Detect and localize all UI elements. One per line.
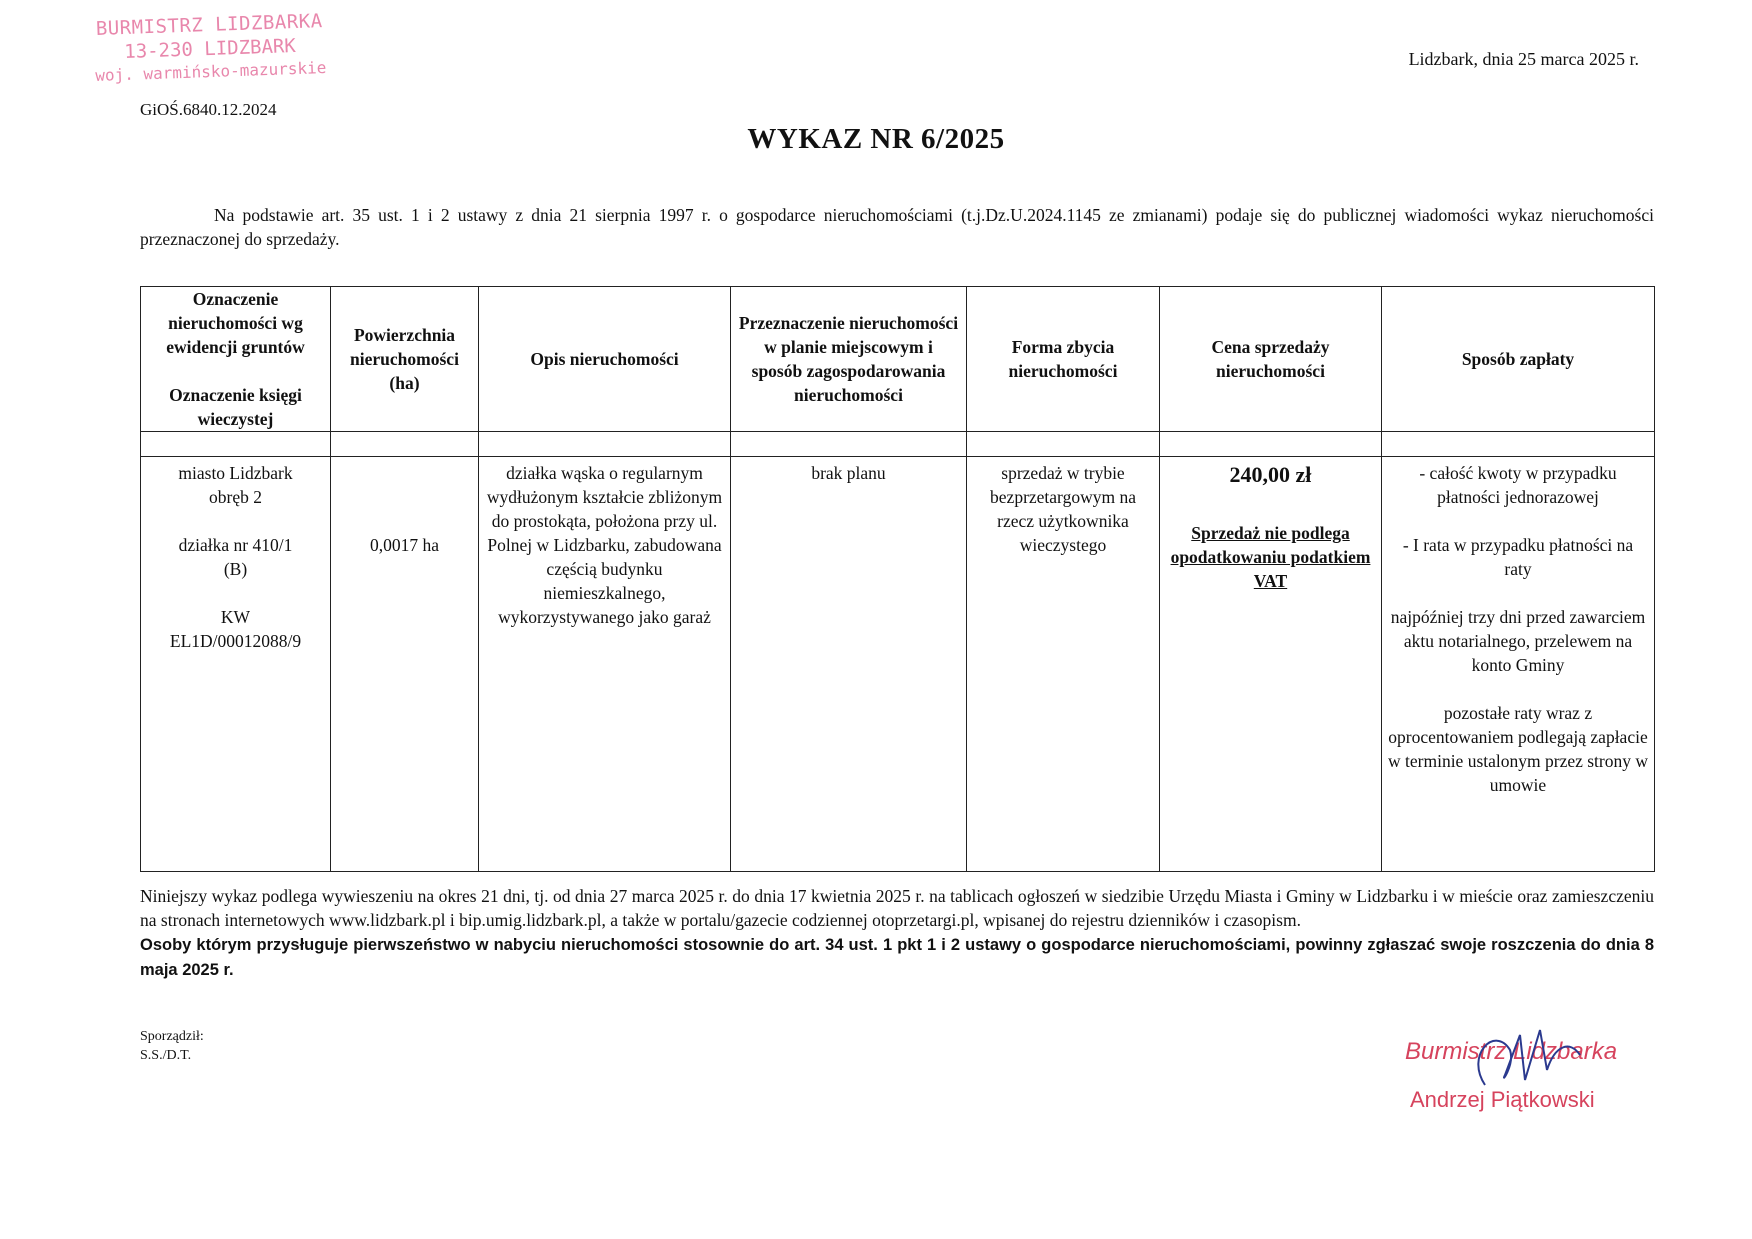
cell-precinct: obręb 2 bbox=[209, 487, 262, 507]
vat-note: Sprzedaż nie podlega opodatkowaniu podatkiem VAT bbox=[1170, 523, 1371, 591]
cell-land-designation bbox=[141, 457, 331, 872]
prepared-label: Sporządził: bbox=[140, 1029, 204, 1044]
header-plan: Przeznaczenie nieruchomości w planie miejscowym i sposób zagospodarowania nieruchomości bbox=[731, 287, 967, 432]
price-value: 240,00 zł bbox=[1229, 462, 1312, 487]
footer-bold-notice: Osoby którym przysługuje pierwszeństwo w nabyciu nieruchomości stosownie do art. 34 ust. 1 pkt 1 i 2 ustawy o gospodarce nieruchomościami, powinny zgłaszać swoje roszczenia do dnia 8 maja 2025 r. bbox=[140, 936, 1654, 979]
cell-area-value: 0,0017 ha bbox=[369, 535, 440, 555]
cell-payment bbox=[1382, 457, 1655, 872]
header-form: Forma zbycia nieruchomości bbox=[967, 287, 1160, 432]
office-stamp bbox=[69, 9, 351, 86]
footer-notice bbox=[140, 884, 1654, 982]
payment-line-4: pozostałe raty wraz z oprocentowaniem podlegają zapłacie w terminie ustalonym przez strony w umowie bbox=[1388, 703, 1649, 795]
document-date: Lidzbark, dnia 25 marca 2025 r. bbox=[1408, 49, 1639, 69]
payment-line-3: najpóźniej trzy dni przed zawarciem aktu notarialnego, przelewem na konto Gminy bbox=[1390, 607, 1646, 675]
prepared-by bbox=[140, 1027, 204, 1065]
cell-location: miasto Lidzbark bbox=[178, 463, 293, 483]
cell-description: działka wąska o regularnym wydłużonym kształcie zbliżonym do prostokąta, położona przy ul. Polnej w Lidzbarku, zabudowana częścią budynku niemieszkalnego, wykorzystywanego jako garaż bbox=[479, 457, 731, 872]
case-reference: GiOŚ.6840.12.2024 bbox=[140, 100, 277, 119]
table-spacer-row bbox=[141, 432, 1655, 457]
property-table bbox=[140, 286, 1655, 872]
table-row bbox=[141, 457, 1655, 872]
cell-kw-label: KW bbox=[220, 607, 251, 627]
cell-kw-number: EL1D/00012088/9 bbox=[169, 631, 302, 651]
signature-title: Burmistrz Lidzbarka bbox=[1405, 1038, 1618, 1065]
header-price: Cena sprzedaży nieruchomości bbox=[1160, 287, 1382, 432]
handwritten-signature-icon bbox=[1455, 1015, 1595, 1105]
prepared-initials: S.S./D.T. bbox=[140, 1048, 192, 1063]
payment-line-2: - I rata w przypadku płatności na raty bbox=[1402, 535, 1634, 579]
cell-price bbox=[1160, 457, 1382, 872]
header-land-designation-b: Oznaczenie księgi wieczystej bbox=[169, 385, 302, 429]
header-land-designation bbox=[141, 287, 331, 432]
cell-plot: działka nr 410/1 bbox=[178, 535, 293, 555]
signature-name: Andrzej Piątkowski bbox=[1410, 1087, 1595, 1112]
payment-line-1: - całość kwoty w przypadku płatności jednorazowej bbox=[1419, 463, 1617, 507]
cell-plan: brak planu bbox=[731, 457, 967, 872]
document-title: WYKAZ NR 6/2025 bbox=[747, 123, 1005, 155]
stamp-line-2: 13-230 LIDZBARK bbox=[123, 34, 297, 63]
header-land-designation-a: Oznaczenie nieruchomości wg ewidencji gruntów bbox=[166, 289, 305, 357]
cell-form: sprzedaż w trybie bezprzetargowym na rzecz użytkownika wieczystego bbox=[967, 457, 1160, 872]
stamp-line-1: BURMISTRZ LIDZBARKA bbox=[95, 10, 323, 40]
intro-paragraph: Na podstawie art. 35 ust. 1 i 2 ustawy z dnia 21 sierpnia 1997 r. o gospodarce nieruchomościami (t.j.Dz.U.2024.1145 ze zmianami) podaje się do publicznej wiadomości wykaz nieruchomości przeznaczonej do sprzedaży. bbox=[140, 205, 1654, 249]
cell-plot-type: (B) bbox=[223, 559, 248, 579]
header-description: Opis nieruchomości bbox=[479, 287, 731, 432]
table-header-row bbox=[141, 287, 1655, 432]
cell-area bbox=[331, 457, 479, 872]
footer-text: Niniejszy wykaz podlega wywieszeniu na okres 21 dni, tj. od dnia 27 marca 2025 r. do dnia 17 kwietnia 2025 r. na tablicach ogłoszeń w siedzibie Urzędu Miasta i Gminy w Lidzbarku i w mieście oraz zamieszczeniu na stronach internetowych www.lidzbark.pl i bip.umig.lidzbark.pl, a także w portalu/gazecie codziennej otoprzetargi.pl, wpisanej do rejestru dzienników i czasopism. bbox=[140, 886, 1654, 930]
header-payment: Sposób zapłaty bbox=[1382, 287, 1655, 432]
header-area: Powierzchnia nieruchomości (ha) bbox=[331, 287, 479, 432]
stamp-line-3: woj. warmińsko-mazurskie bbox=[94, 57, 327, 85]
